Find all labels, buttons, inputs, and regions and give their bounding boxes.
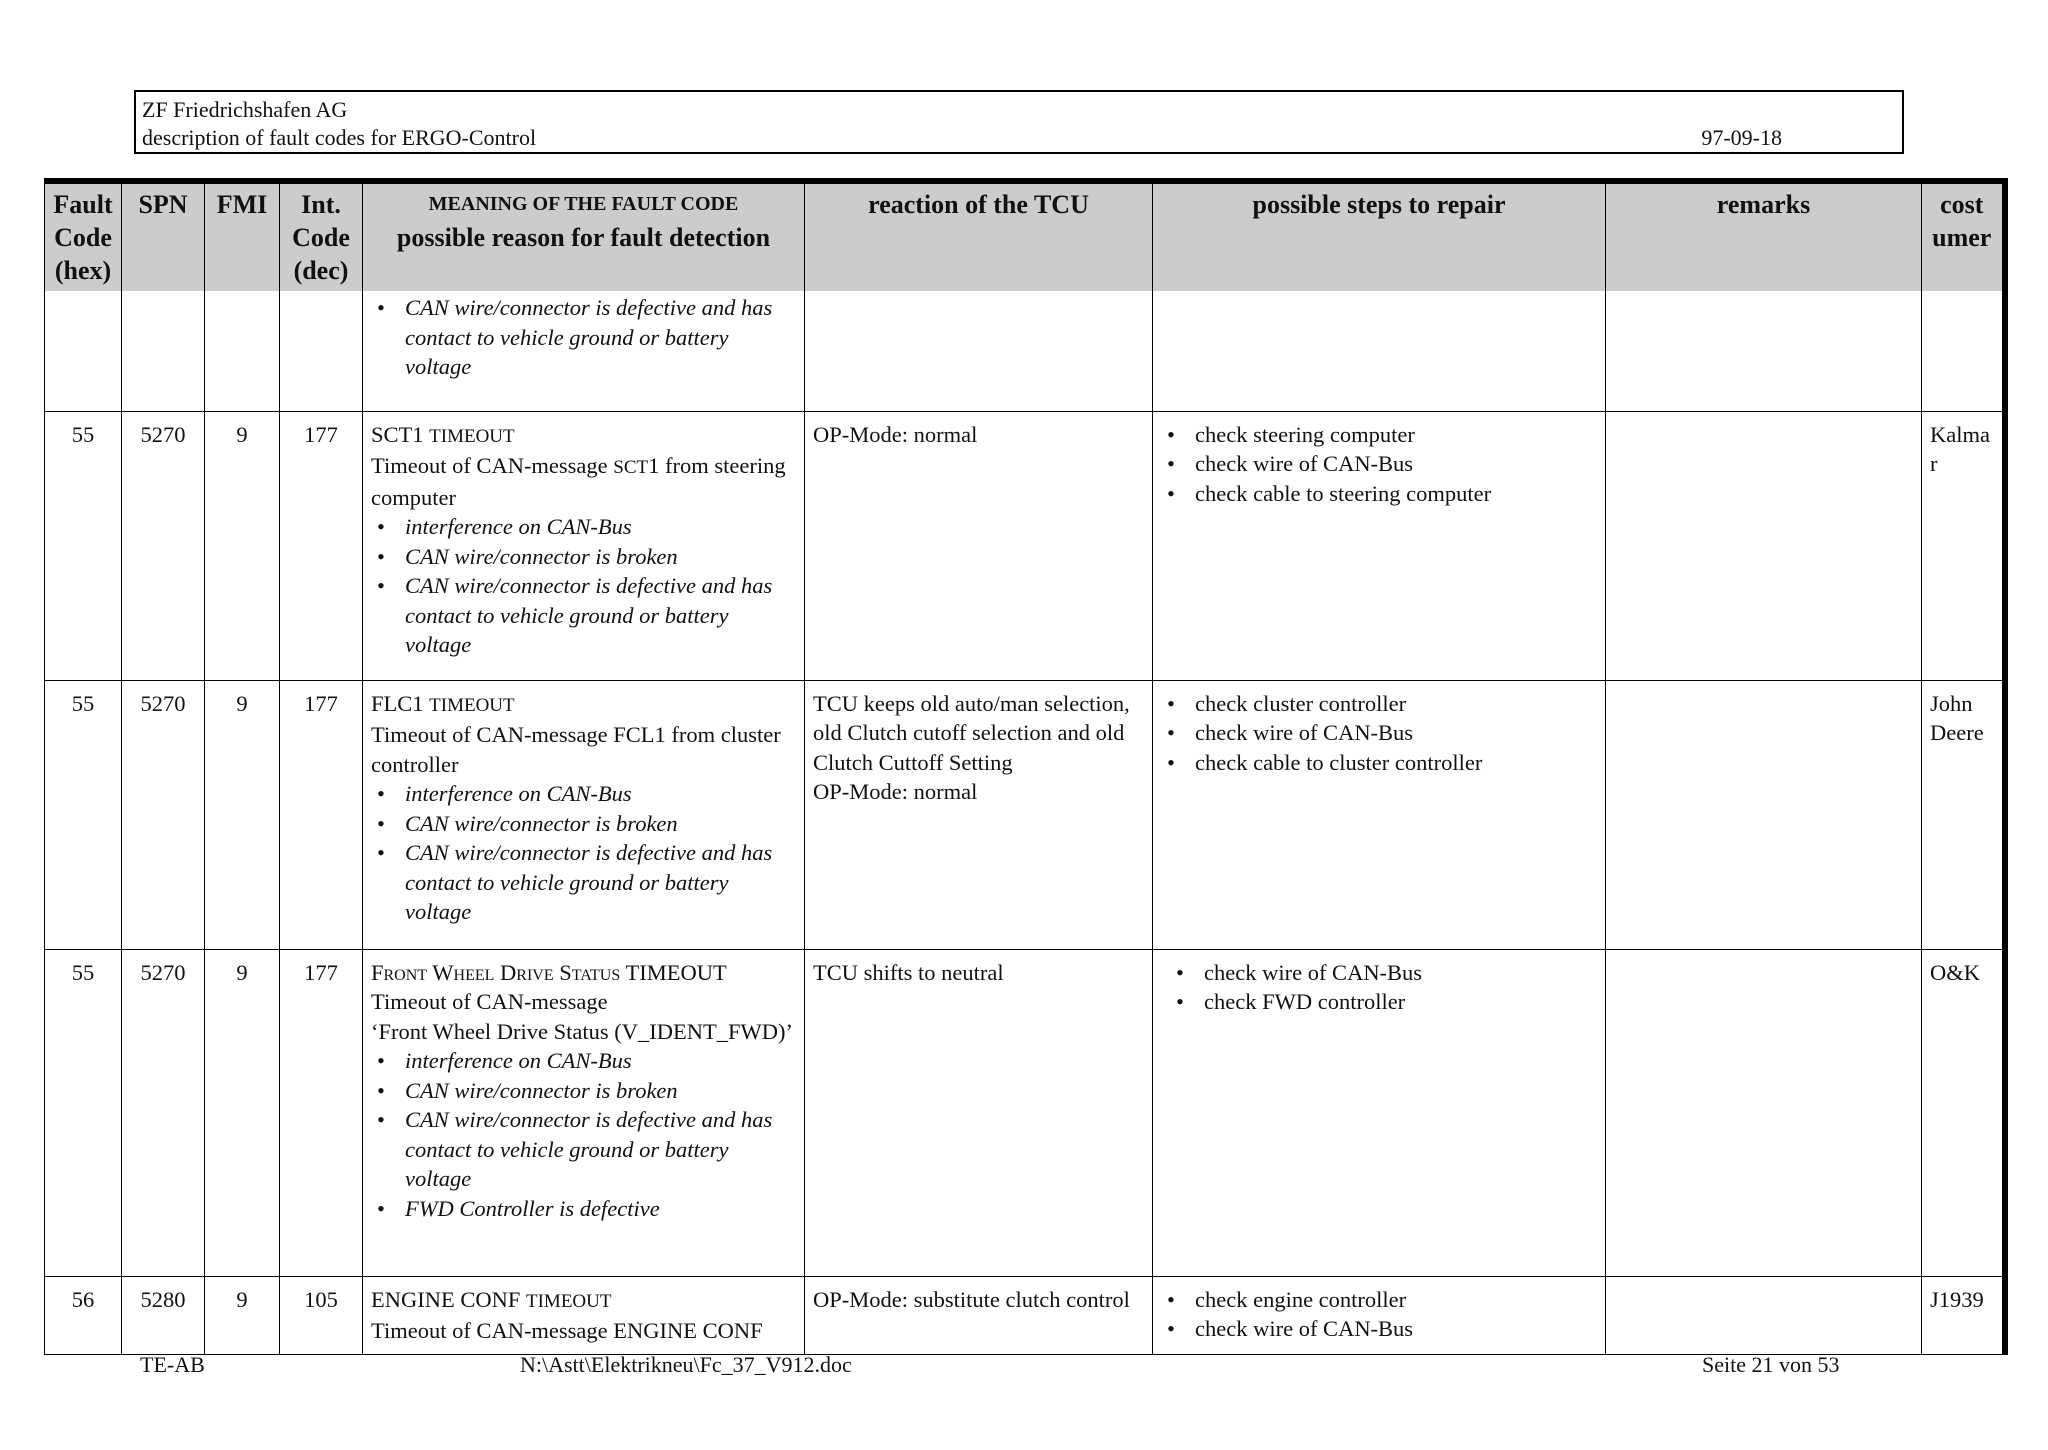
- table-row: [45, 291, 2005, 411]
- document-header: [134, 90, 1904, 154]
- col-int-code-dec: Int. Code (dec): [280, 181, 363, 291]
- col-remarks: remarks: [1606, 181, 1922, 291]
- reaction-cell: OP-Mode: substitute clutch control: [805, 1276, 1153, 1354]
- customer-cell: O&K: [1922, 949, 2005, 1276]
- footer-file-path: N:\Astt\Elektrikneu\Fc_37_V912.doc: [520, 1352, 852, 1377]
- fmi-value: 9: [205, 1276, 280, 1354]
- fault-description: Timeout of CAN-message ENGINE CONF: [371, 1318, 763, 1343]
- col-customer: cost umer: [1922, 181, 2005, 291]
- footer-department: TE-AB: [140, 1352, 205, 1377]
- customer-cell: Kalma r: [1922, 411, 2005, 680]
- repair-list: • check wire of CAN-Bus • check FWD controller: [1161, 958, 1597, 1017]
- int-code-value: 177: [280, 949, 363, 1276]
- table-row: [45, 1276, 2005, 1354]
- fmi-value: 9: [205, 680, 280, 949]
- table-row: [45, 411, 2005, 680]
- cause-list: • interference on CAN-Bus • CAN wire/connector is broken • CAN wire/connector is defective and has contact to vehicle ground or battery voltage: [371, 779, 796, 927]
- document-description: description of fault codes for ERGO-Control: [142, 125, 537, 150]
- repair-cell: [1153, 949, 1606, 1276]
- meaning-cell: [363, 411, 805, 680]
- table-row: [45, 949, 2005, 1276]
- repair-cell: [1153, 680, 1606, 949]
- spn-value: 5270: [122, 680, 205, 949]
- spn-value: 5280: [122, 1276, 205, 1354]
- col-repair: possible steps to repair: [1153, 181, 1606, 291]
- company-name: ZF Friedrichshafen AG: [142, 97, 348, 122]
- fmi-value: 9: [205, 949, 280, 1276]
- fmi-value: 9: [205, 411, 280, 680]
- table-row: [45, 680, 2005, 949]
- cause-list: • interference on CAN-Bus • CAN wire/connector is broken • CAN wire/connector is defective and has contact to vehicle ground or battery voltage • FWD Controller is defective: [371, 1046, 796, 1223]
- remarks-cell: [1606, 411, 1922, 680]
- col-spn: SPN: [122, 181, 205, 291]
- int-code-value: 177: [280, 680, 363, 949]
- cause-list: • CAN wire/connector is defective and has contact to vehicle ground or battery voltage: [371, 293, 796, 382]
- repair-cell: [1153, 1276, 1606, 1354]
- fault-description: Timeout of CAN-message SCT1 from steering computer: [371, 453, 786, 510]
- int-code-value: 177: [280, 411, 363, 680]
- meaning-cell: [363, 291, 805, 411]
- customer-cell: J1939: [1922, 1276, 2005, 1354]
- cause-list: • interference on CAN-Bus • CAN wire/connector is broken • CAN wire/connector is defective and has contact to vehicle ground or battery voltage: [371, 512, 796, 660]
- footer-page-number: Seite 21 von 53: [1702, 1352, 1840, 1377]
- meaning-cell: [363, 949, 805, 1276]
- fault-hex: 55: [45, 680, 122, 949]
- fault-title: ENGINE CONF TIMEOUT: [371, 1286, 612, 1312]
- reaction-cell: TCU shifts to neutral: [805, 949, 1153, 1276]
- table-header-row: [45, 181, 2005, 291]
- col-meaning: MEANING OF THE FAULT CODE possible reason for fault detection: [363, 181, 805, 291]
- col-reaction: reaction of the TCU: [805, 181, 1153, 291]
- fault-title: Front Wheel Drive Status TIMEOUT: [371, 959, 727, 985]
- repair-list: • check engine controller • check wire of CAN-Bus: [1161, 1285, 1597, 1344]
- fault-title: FLC1 TIMEOUT: [371, 690, 515, 716]
- fault-hex: 55: [45, 411, 122, 680]
- fault-description: Timeout of CAN-message FCL1 from cluster controller: [371, 722, 781, 777]
- repair-list: • check steering computer • check wire of CAN-Bus • check cable to steering computer: [1161, 420, 1597, 509]
- fault-hex: 56: [45, 1276, 122, 1354]
- remarks-cell: [1606, 680, 1922, 949]
- document-date: 97-09-18: [1701, 125, 1782, 150]
- spn-value: 5270: [122, 949, 205, 1276]
- remarks-cell: [1606, 1276, 1922, 1354]
- fault-code-table: [44, 178, 2008, 1355]
- reaction-cell: TCU keeps old auto/man selection, old Clutch cutoff selection and old Clutch Cuttoff Setting OP-Mode: normal: [805, 680, 1153, 949]
- meaning-cell: [363, 1276, 805, 1354]
- col-fmi: FMI: [205, 181, 280, 291]
- remarks-cell: [1606, 949, 1922, 1276]
- customer-cell: John Deere: [1922, 680, 2005, 949]
- col-fault-code-hex: Fault Code (hex): [45, 181, 122, 291]
- fault-hex: 55: [45, 949, 122, 1276]
- repair-list: • check cluster controller • check wire of CAN-Bus • check cable to cluster controller: [1161, 689, 1597, 778]
- int-code-value: 105: [280, 1276, 363, 1354]
- spn-value: 5270: [122, 411, 205, 680]
- meaning-cell: [363, 680, 805, 949]
- reaction-cell: OP-Mode: normal: [805, 411, 1153, 680]
- fault-title: SCT1 TIMEOUT: [371, 421, 515, 447]
- repair-cell: [1153, 411, 1606, 680]
- fault-description: Timeout of CAN-message ‘Front Wheel Drive Status (V_IDENT_FWD)’: [371, 989, 793, 1044]
